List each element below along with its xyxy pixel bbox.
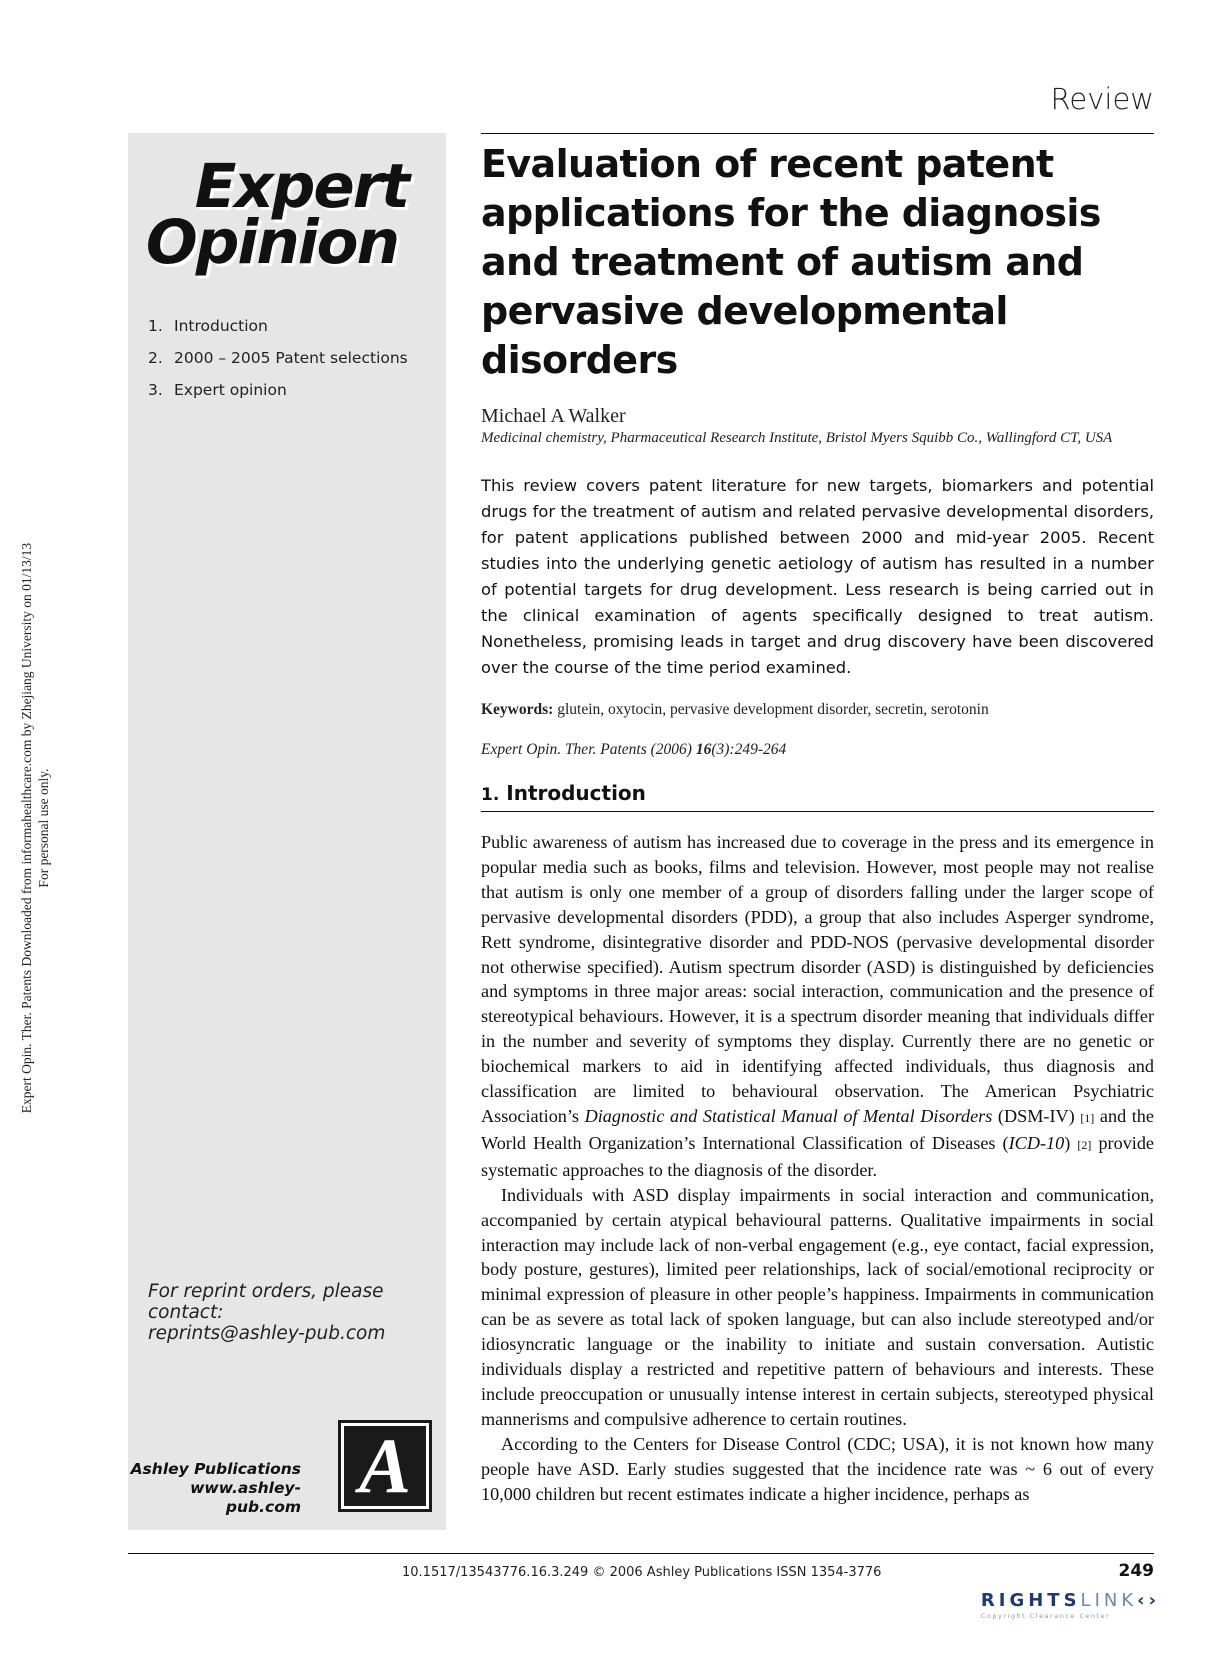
- author-name: Michael A Walker: [481, 405, 626, 427]
- journal-logo-line-1: Expert: [194, 151, 408, 222]
- toc-item-label: Introduction: [174, 317, 268, 335]
- rightslink-light-text: LINK: [1080, 1590, 1138, 1611]
- watermark-line-2: For personal use only.: [36, 768, 51, 888]
- journal-logo: [145, 151, 408, 278]
- section-label: Review: [1050, 82, 1154, 116]
- reference-link-1[interactable]: [1]: [1080, 1110, 1095, 1125]
- article-body: [481, 140, 1154, 1506]
- rightslink-bold-text: RIGHTS: [980, 1590, 1081, 1611]
- rightslink-subtitle: Copyright Clearance Center: [980, 1612, 1111, 1620]
- publisher-logo-icon: A: [338, 1420, 432, 1512]
- watermark-line-1: Expert Opin. Ther. Patents Downloaded from informahealthcare.com by Zhejiang University on 01/13/13: [19, 542, 34, 1114]
- page-number: 249: [1118, 1561, 1154, 1581]
- paragraph-1: Public awareness of autism has increased due to coverage in the press and its emergence in popular media such as books, films and television. However, most people may not realise that autism is only one member of a group of disorders falling under the larger scope of pervasive developmental disorders (PDD), a group that also includes Asperger syndrome, Rett syndrome, disintegrative disorder and PDD-NOS (pervasive developmental disorder not otherwise specified). Autism spectrum disorder (ASD) is distinguished by deficiencies and symptoms in three major areas: social interaction, communication and the presence of stereotypical behaviours. However, it is a spectrum disorder meaning that individuals differ in the number and severity of symptoms they display. Currently there are no genetic or biochemical markers to aid in identifying affected individuals, thus diagnosis and classification are limited to behavioural observation. The American Psychiatric Association’s Diagnostic and Statistical Manual of Mental Disorders (DSM-IV) [1] and the World Health Organization’s International Classification of Diseases (ICD-10) [2] provide systematic approaches to the diagnosis of the disorder.: [481, 832, 1155, 1180]
- citation-journal: Expert Opin. Ther. Patents (2006): [481, 741, 696, 758]
- reprint-notice: [148, 1281, 438, 1344]
- keywords-label: Keywords:: [481, 701, 554, 718]
- article-title: Evaluation of recent patent applications for the diagnosis and treatment of autism and pervasive developmental disorders: [481, 142, 1101, 382]
- citation: [481, 741, 1154, 759]
- journal-logo-line-2: Opinion: [145, 207, 398, 278]
- reprint-text-2: contact:: [148, 1302, 224, 1323]
- footer-divider: [128, 1553, 1154, 1554]
- introduction-text: [481, 830, 1154, 1506]
- rightslink-logo[interactable]: [981, 1590, 1160, 1620]
- publisher-name: Ashley Publications: [130, 1460, 301, 1478]
- reprint-text-1: For reprint orders, please: [148, 1281, 384, 1302]
- header-divider: [481, 133, 1154, 134]
- keywords: [481, 701, 1154, 719]
- reference-link-2[interactable]: [2]: [1077, 1137, 1092, 1152]
- toc-item-number: 1.: [148, 317, 163, 335]
- toc-item-expert-opinion[interactable]: [148, 381, 408, 413]
- abstract: This review covers patent literature for new targets, biomarkers and potential drugs for the treatment of autism and related pervasive developmental disorders, for patent applications published between 2000 and mid-year 2005. Recent studies into the underlying genetic aetiology of autism has resulted in a number of potential targets for drug development. Less research is being carried out in the clinical examination of agents specifically designed to treat autism. Nonetheless, promising leads in target and drug discovery have been discovered over the course of the time period examined.: [481, 476, 1154, 677]
- keywords-list: glutein, oxytocin, pervasive development disorder, secretin, serotonin: [557, 701, 989, 718]
- dsm-title: Diagnostic and Statistical Manual of Mental Disorders: [584, 1105, 993, 1126]
- paragraph-3: According to the Centers for Disease Control (CDC; USA), it is not known how many people have ASD. Early studies suggested that the incidence rate was ~ 6 out of every 10,000 children but recent estimates indicate a higher incidence, perhaps as: [481, 1433, 1154, 1504]
- publisher-info: [128, 1460, 301, 1517]
- citation-pages: (3):249-264: [711, 741, 787, 758]
- rightslink-arrows-icon: ‹›: [1137, 1590, 1160, 1611]
- doi-copyright-line: 10.1517/13543776.16.3.249 © 2006 Ashley Publications ISSN 1354-3776: [402, 1565, 882, 1580]
- toc-item-number: 2.: [148, 349, 163, 367]
- toc-item-label: Expert opinion: [174, 381, 287, 399]
- toc-item-introduction[interactable]: [148, 317, 408, 349]
- section-number: 1.: [481, 785, 500, 805]
- toc-item-patent-selections[interactable]: [148, 349, 408, 381]
- sidebar: [128, 133, 446, 1530]
- table-of-contents: [148, 317, 408, 413]
- toc-item-label: 2000 – 2005 Patent selections: [174, 349, 408, 367]
- download-watermark: [0, 468, 70, 1188]
- icd-title: ICD-10: [1008, 1132, 1065, 1153]
- citation-volume: 16: [695, 741, 712, 758]
- reprint-email-link[interactable]: reprints@ashley-pub.com: [148, 1323, 386, 1344]
- toc-item-number: 3.: [148, 381, 163, 399]
- publisher-url-link[interactable]: www.ashley-pub.com: [190, 1479, 301, 1516]
- section-heading-introduction: [481, 781, 1154, 812]
- paragraph-2: Individuals with ASD display impairments in social interaction and communication, accompanied by certain atypical behavioural patterns. Qualitative impairments in social interaction may include lack of non-verbal engagement (e.g., eye contact, facial expression, body posture, gestures), limited peer relationships, lack of social/emotional reciprocity or minimal expression of pleasure in other people’s happiness. Impairments in communication can be as severe as total lack of spoken language, but can also include stereotyped and/or idiosyncratic language or the inability to initiate and sustain conversation. Autistic individuals display a restricted and repetitive pattern of behaviours and interests. These include preoccupation or unusually intense interest in certain subjects, stereotyped physical mannerisms and compulsive adherence to certain routines.: [481, 1184, 1154, 1429]
- section-title: Introduction: [506, 781, 646, 805]
- author-affiliation: Medicinal chemistry, Pharmaceutical Research Institute, Bristol Myers Squibb Co., Wallingford CT, USA: [481, 430, 1113, 446]
